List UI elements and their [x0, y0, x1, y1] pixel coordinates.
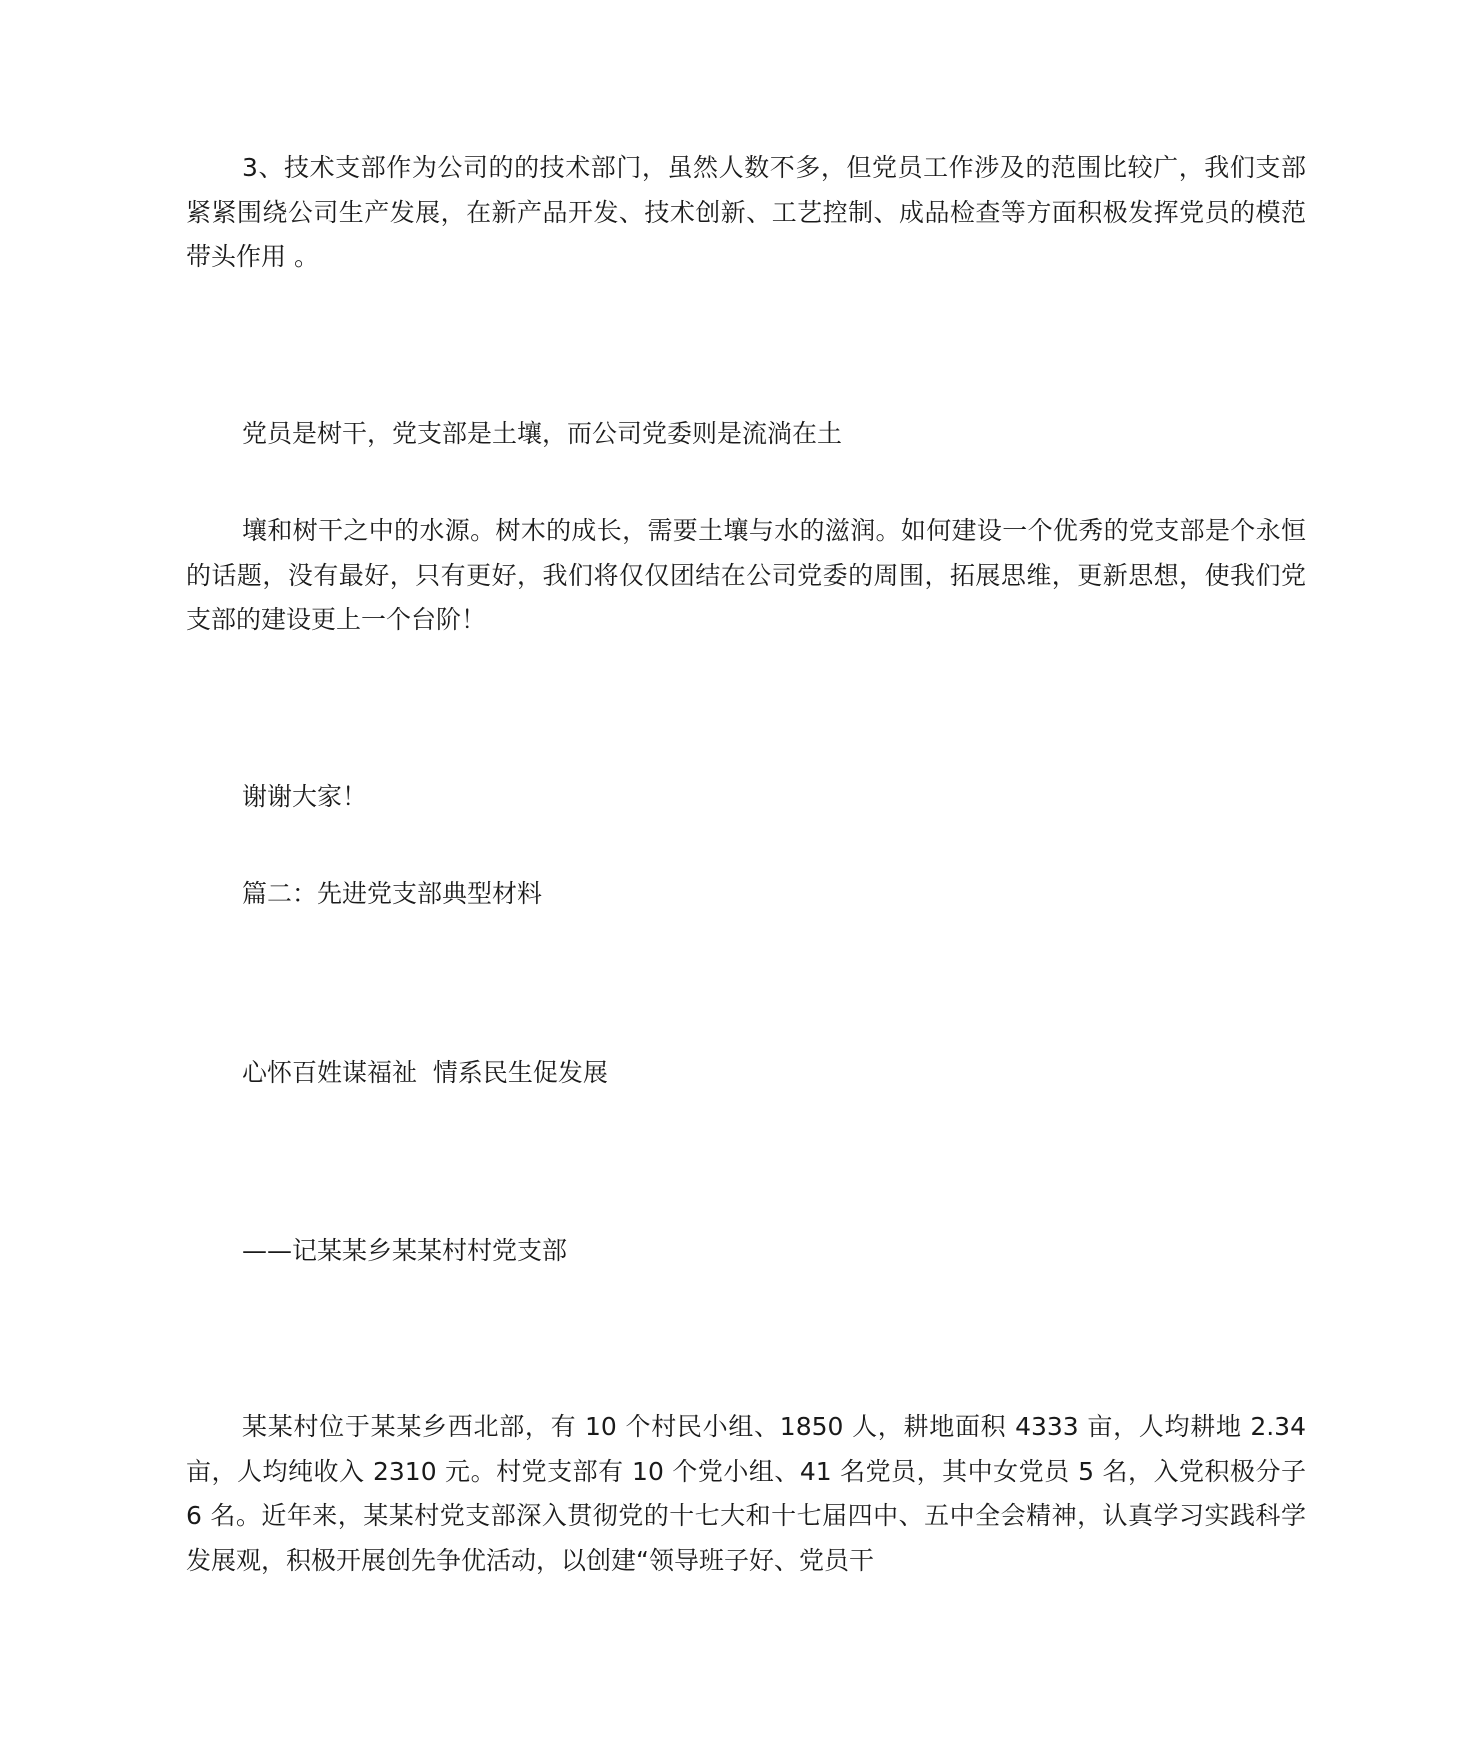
- article-title: 心怀百姓谋福祉 情系民生促发展: [242, 1058, 608, 1087]
- paragraph-water-source: 壤和树干之中的水源。树木的成长，需要土壤与水的滋润。如何建设一个优秀的党支部是个永恒的话题，没有最好，只有更好，我们将仅仅团结在公司党委的周围，拓展思维，更新思想，使我们党支部的建设更上一个台阶！: [186, 516, 1306, 634]
- article-subtitle: ——记某某乡某某村村党支部: [242, 1236, 568, 1265]
- section-heading: 篇二：先进党支部典型材料: [242, 879, 543, 908]
- paragraph-tree-metaphor: 党员是树干，党支部是土壤，而公司党委则是流淌在土: [242, 419, 843, 448]
- paragraph-village-intro: 某某村位于某某乡西北部，有 10 个村民小组、1850 人，耕地面积 4333 亩，人均耕地 2.34 亩，人均纯收入 2310 元。村党支部有 10 个党小组、41 名党员，其中女党员 5 名，入党积极分子 6 名。近年来，某某村党支部深入贯彻党的十七大和十七届四中、五中全会精神，认真学习实践科学发展观，积极开展创先争优活动，以创建“领导班子好、党员干: [186, 1412, 1306, 1575]
- paragraph-tech-branch: 3、技术支部作为公司的的技术部门，虽然人数不多，但党员工作涉及的范围比较广，我们支部紧紧围绕公司生产发展，在新产品开发、技术创新、工艺控制、成品检查等方面积极发挥党员的模范带头作用 。: [186, 153, 1306, 271]
- paragraph-thanks: 谢谢大家！: [242, 782, 368, 811]
